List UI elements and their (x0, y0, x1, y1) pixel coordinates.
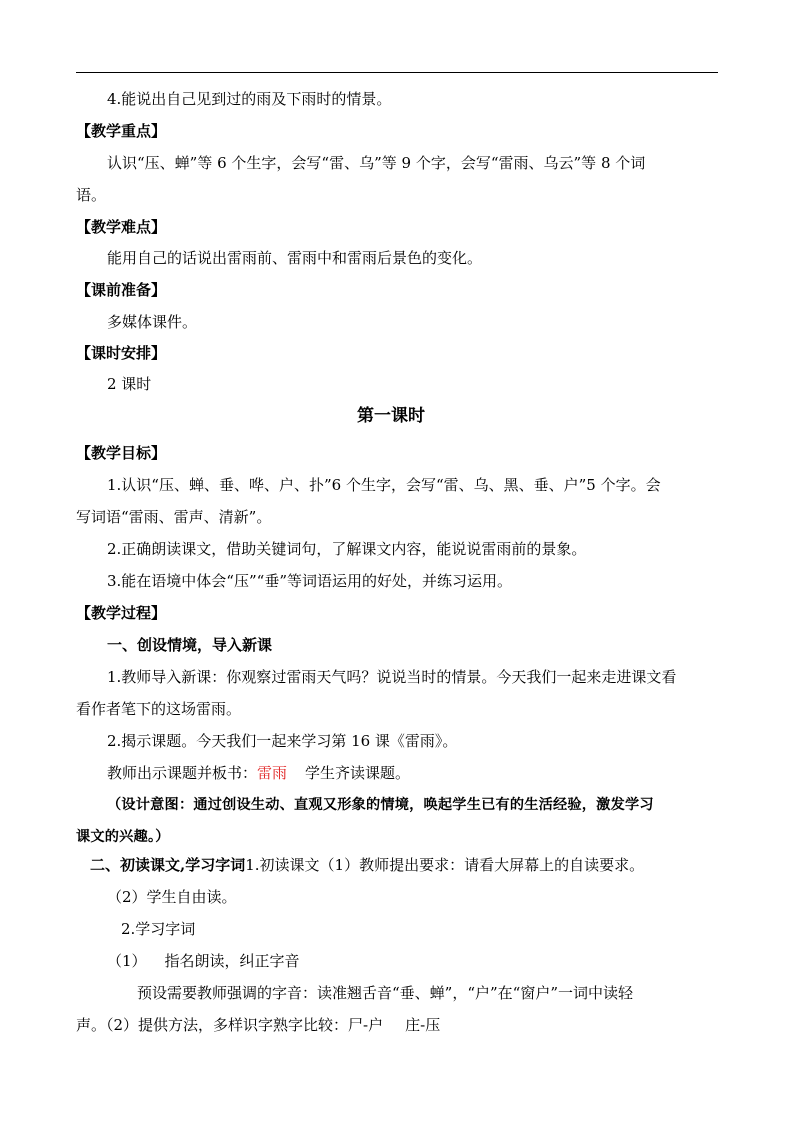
heading-key-points: 【教学重点】 (76, 122, 167, 140)
pronunciation-note: 预设需要教师强调的字音：读准翘舌音“垂、蝉”，“户”在“窗户”一词中读轻 (137, 984, 634, 1002)
heading-objectives: 【教学目标】 (76, 444, 167, 462)
pronunciation-note-cont (76, 1015, 440, 1035)
objective-2: 2.正确朗读课文，借助关键词句，了解课文内容，能说说雷雨前的景象。 (107, 540, 587, 558)
heading-preparation: 【课前准备】 (76, 281, 167, 299)
step-1-title: 一、创设情境，导入新课 (107, 636, 273, 654)
objective-4: 4.能说出自己见到过的雨及下雨时的情景。 (107, 90, 392, 108)
step-1-item-1: 1.教师导入新课：你观察过雷雨天气吗？说说当时的情景。今天我们一起来走进课文看 (107, 668, 677, 686)
method-text: 声。（2）提供方法，多样识字熟字比较：尸-户 (76, 1016, 384, 1034)
preparation-text: 多媒体课件。 (107, 313, 198, 331)
step-2-words: 2.学习字词 (121, 920, 196, 938)
step-1-board-line (107, 763, 410, 783)
item-text: 指名朗读，纠正字音 (164, 952, 300, 970)
heading-process: 【教学过程】 (76, 604, 167, 622)
step-1-item-2: 2.揭示课题。今天我们一起来学习第 16 课《雷雨》。 (107, 732, 458, 750)
schedule-text: 2 课时 (107, 375, 152, 393)
header-rule (76, 72, 718, 73)
step-1-item-1-cont: 看作者笔下的这场雷雨。 (76, 700, 242, 718)
objective-1-cont: 写词语“雷雨、雷声、清新”。 (76, 508, 272, 526)
design-note: （设计意图：通过创设生动、直观又形象的情境，唤起学生已有的生活经验，激发学习 (107, 797, 654, 813)
compare-pair: 庄-压 (405, 1016, 441, 1034)
key-points-text-cont: 语。 (76, 186, 107, 204)
objective-1: 1.认识“压、蝉、垂、哗、户、扑”6 个生字，会写“雷、乌、黑、垂、户”5 个字。会 (107, 476, 661, 494)
heading-difficulties: 【教学难点】 (76, 218, 167, 236)
board-read: 学生齐读课题。 (305, 764, 411, 782)
section-title: 第一课时 (357, 406, 425, 426)
step-2-text: 1.初读课文（1）教师提出要求：请看大屏幕上的自读要求。 (245, 856, 645, 874)
step-2-title: 二、初读课文,学习字词 (90, 856, 246, 874)
key-points-text: 认识“压、蝉”等 6 个生字，会写“雷、乌”等 9 个字，会写“雷雨、乌云”等 8 个词 (107, 154, 646, 172)
board-title-red: 雷雨 (257, 764, 288, 782)
item-number: （1） (107, 952, 147, 970)
step-2-read: （2）学生自由读。 (107, 888, 237, 906)
objective-3: 3.能在语境中体会“压”“垂”等词语运用的好处，并练习运用。 (107, 572, 512, 590)
design-note-cont: 课文的兴趣。） (76, 829, 170, 845)
heading-schedule: 【课时安排】 (76, 344, 167, 362)
step-2-words-1 (107, 951, 300, 971)
step-2-line (90, 855, 644, 875)
difficulties-text: 能用自己的话说出雷雨前、雷雨中和雷雨后景色的变化。 (107, 249, 483, 267)
board-intro: 教师出示课题并板书： (107, 764, 258, 782)
